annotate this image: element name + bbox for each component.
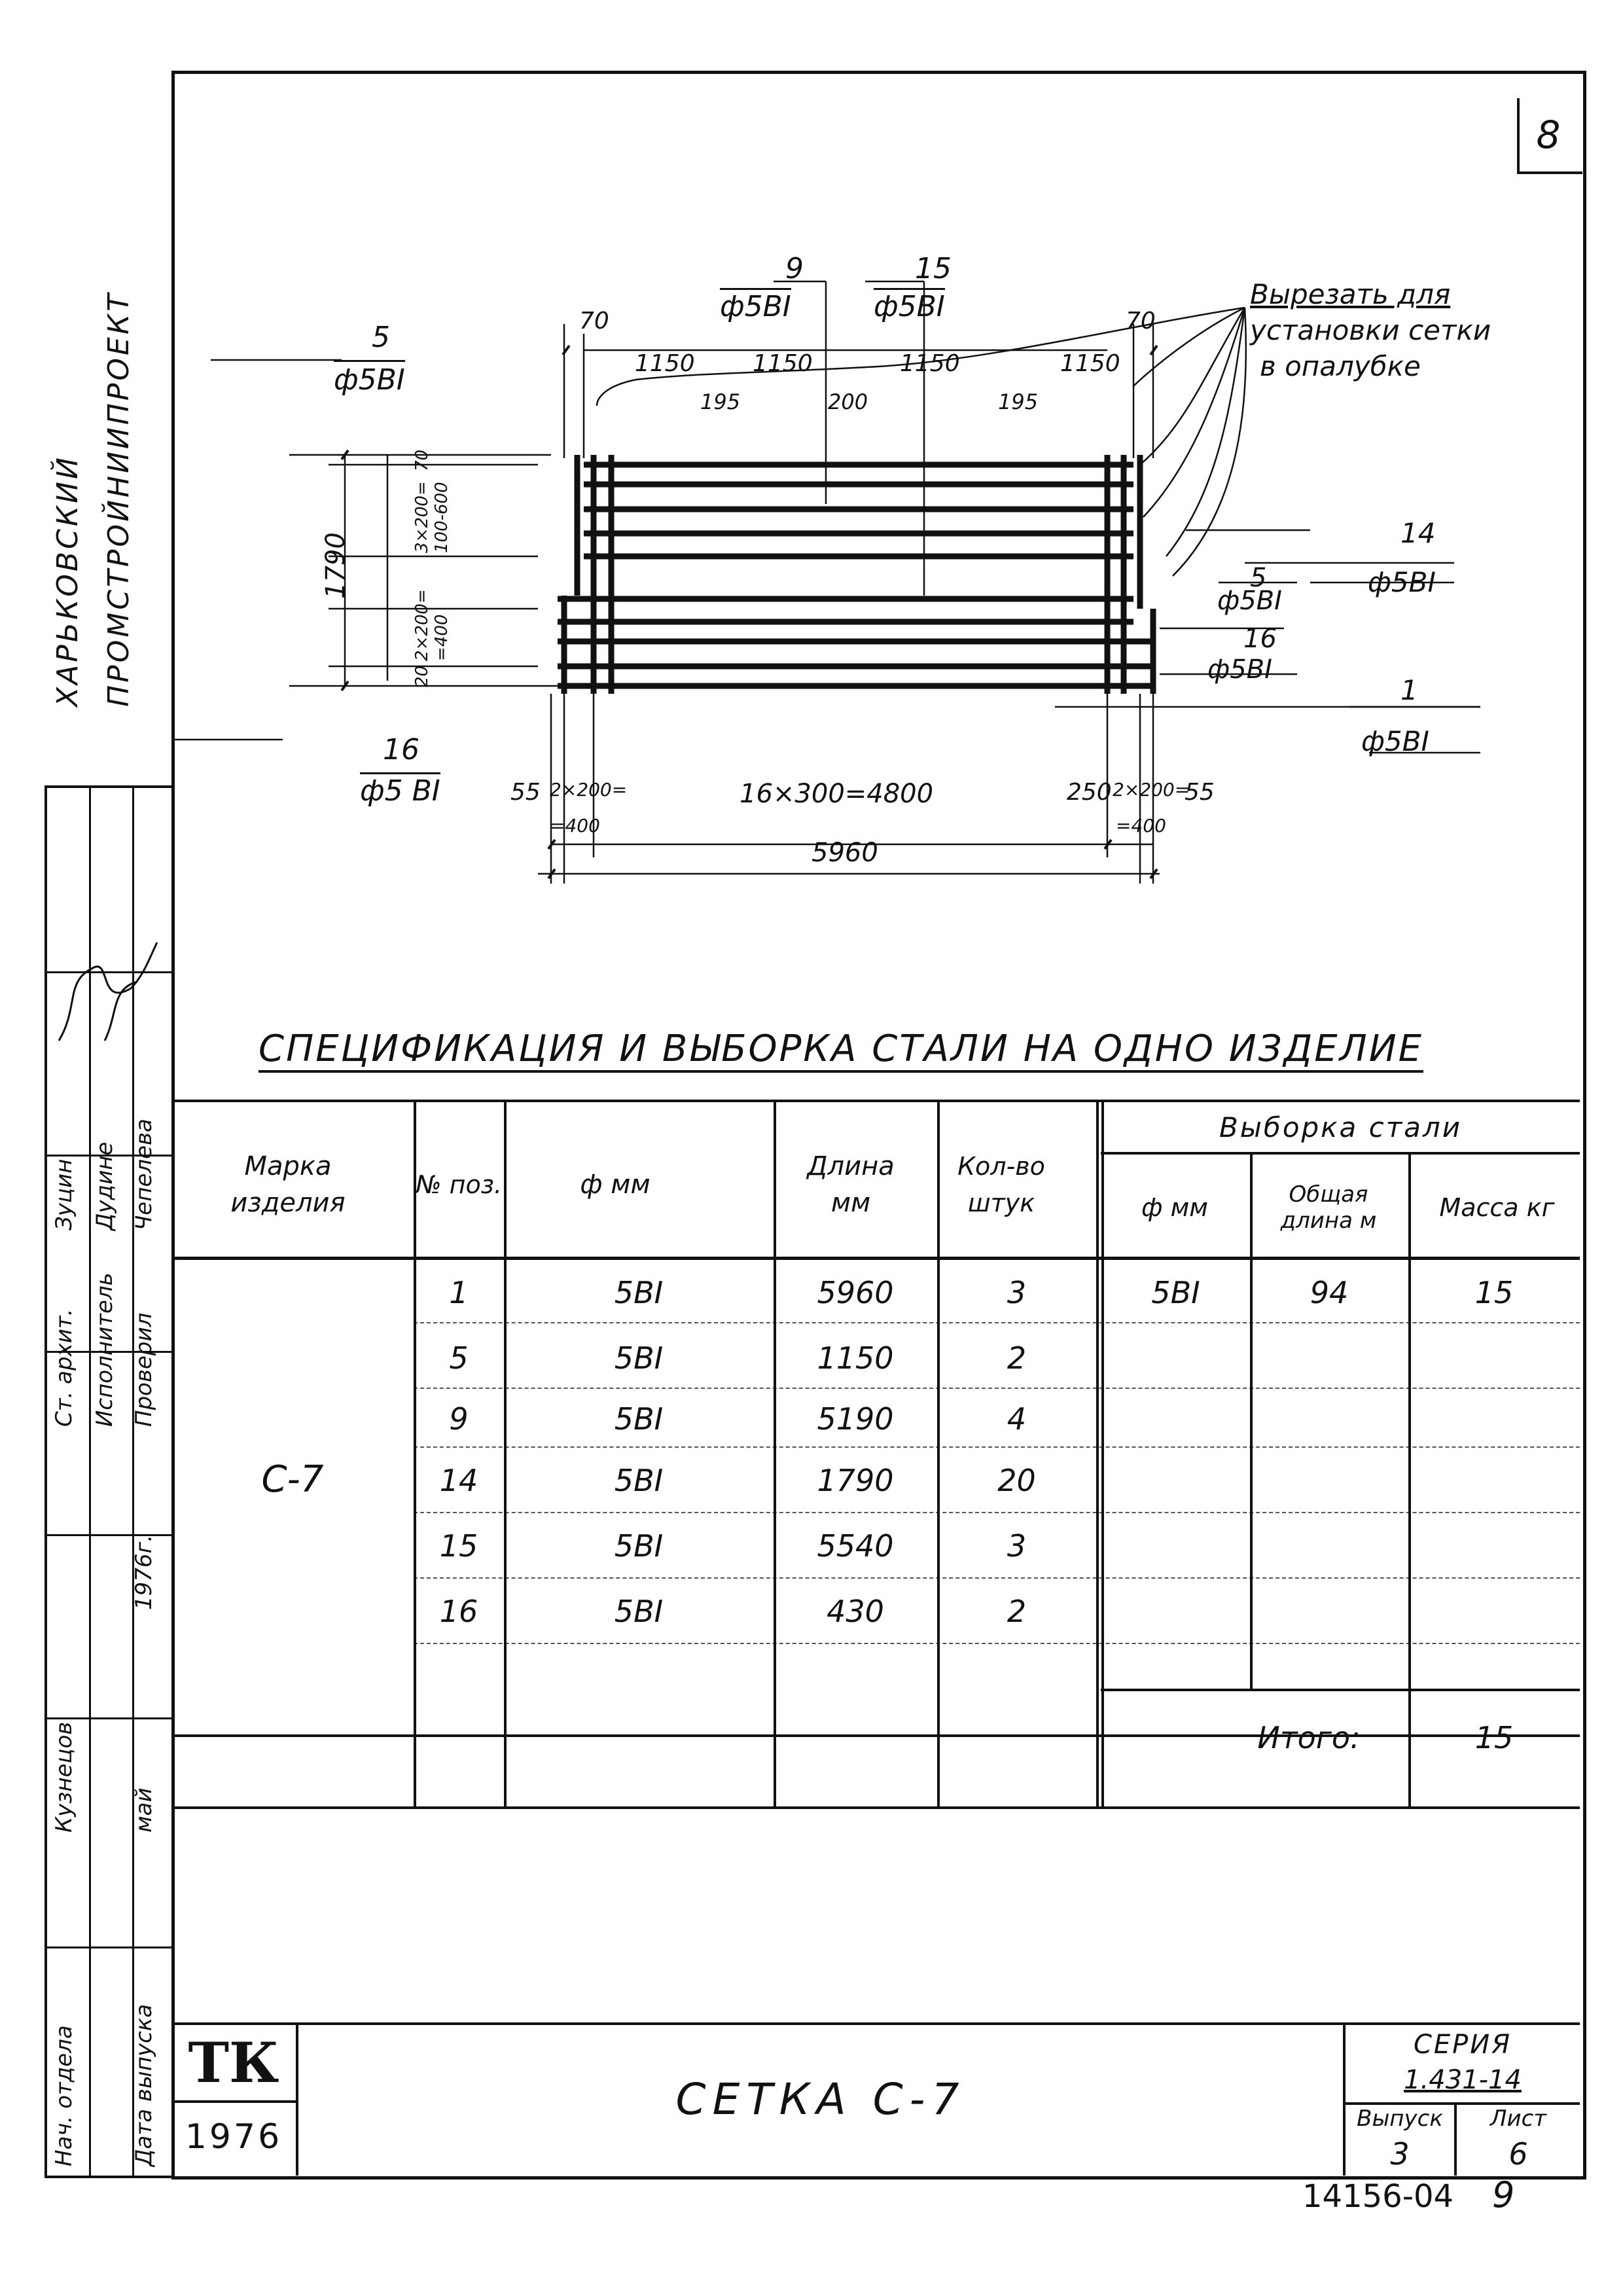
dim-1150-c: 1150 [900,350,960,377]
pos14-dia: ф5ВI [1368,566,1436,598]
dim-vert-lower-3: =400 [432,614,452,661]
dim-1150-d: 1150 [1060,350,1120,377]
pos16-right-dia: ф5ВI [1207,655,1272,685]
pos16-left-dia: ф5 ВI [360,772,440,808]
hdr-length: Длина мм [807,1151,895,1218]
row-length: 1790 [817,1463,894,1498]
side-role-1: Нач. отдела [51,2025,77,2166]
side-month: май [131,1787,157,1833]
title-year: 1976 [185,2117,283,2157]
pos9-num: 9 [785,252,804,285]
dim-70-right: 70 [1126,308,1156,334]
dim-vert-upper-3: 100-600 [432,482,452,553]
hdr-selection: Выборка стали [1219,1111,1463,1143]
row-pos: 1 [449,1275,469,1310]
page-number: 8 [1536,113,1561,157]
series-value: 1.431-14 [1404,2065,1522,2095]
dim-1150-a: 1150 [635,350,695,377]
row-length: 5960 [817,1275,894,1310]
dim-vert-upper-2: 3×200= [412,481,432,553]
transverse-bars-right [1107,455,1153,694]
dim-bottom-400-right: =400 [1116,815,1166,836]
pos15-num: 15 [915,252,952,285]
row-pos: 5 [449,1340,469,1376]
side-name-1: Кузнецов [51,1721,77,1833]
row-qty: 2 [1007,1340,1027,1376]
sel-mass: 15 [1474,1275,1514,1310]
row-pos: 14 [439,1463,478,1498]
dim-bottom-2x200-right: 2×200= [1113,779,1190,800]
archive-number: 14156-04 [1302,2178,1454,2215]
row-qty: 3 [1007,1528,1027,1564]
row-dia: 5ВI [614,1401,664,1437]
pos15-dia: ф5ВI [874,288,945,323]
side-name-4: Дудине [92,1141,118,1230]
hdr-dia: ф мм [580,1170,651,1200]
row-qty: 2 [1007,1594,1027,1629]
row-length: 5540 [817,1528,894,1564]
sel-total-length: 94 [1310,1275,1349,1310]
side-role-2: Дата выпуска [131,2003,157,2166]
org-name-1: ХАРЬКОВСКИЙ [51,455,84,707]
row-length: 430 [827,1594,884,1629]
dim-vert-lower-2: 2×200= [412,589,432,661]
signatures [52,929,164,1047]
total-label: Итого: [1257,1720,1361,1755]
dim-bottom-2x200-left: 2×200= [550,779,628,800]
row-dia: 5ВI [614,1528,664,1564]
dim-70-left: 70 [579,308,609,334]
row-pos: 15 [439,1528,478,1564]
row-length: 1150 [817,1340,894,1376]
dim-195-b: 195 [998,389,1039,414]
sheet-title: СЕТКА С-7 [675,2073,966,2125]
longitudinal-bars [558,465,1153,686]
spec-title: СПЕЦИФИКАЦИЯ И ВЫБОРКА СТАЛИ НА ОДНО ИЗДЕЛИЕ [259,1028,1423,1073]
series-label: СЕРИЯ [1413,2030,1512,2060]
sheet-value: 6 [1508,2136,1528,2172]
callout-line-2: установки сетки [1250,314,1491,346]
pos16-left-num: 16 [383,733,419,766]
dim-1150-b: 1150 [753,350,813,377]
row-dia: 5ВI [614,1275,664,1310]
dim-vert-upper-1: 70 [412,449,432,471]
pos5-right-num: 5 [1250,563,1267,593]
row-dia: 5ВI [614,1463,664,1498]
callout-line-3: в опалубке [1260,350,1421,382]
issue-value: 3 [1390,2136,1410,2172]
hdr-mark: Марка изделия [230,1151,346,1218]
dim-bottom-400-left: =400 [550,815,600,836]
side-name-5: Чепелева [131,1119,157,1230]
sheet-label: Лист [1489,2106,1547,2132]
hdr-sel-total-length: Общая длина м [1280,1181,1377,1234]
pos9-dia: ф5ВI [720,288,791,323]
sel-dia: 5ВI [1151,1275,1200,1310]
pos5-top-num: 5 [372,321,390,354]
row-dia: 5ВI [614,1340,664,1376]
pos1-num: 1 [1400,674,1418,706]
pos16-right-num: 16 [1243,624,1277,654]
dim-total-length: 5960 [812,838,878,868]
transverse-bars-left [564,455,611,694]
side-role-3: Ст. архит. [51,1308,77,1427]
dim-bottom-55-right: 55 [1185,779,1215,806]
side-role-4: Исполнитель [92,1272,118,1427]
side-name-3: Зуцин [51,1158,77,1230]
dim-195-a: 195 [700,389,741,414]
tk-logo: ТК [188,2030,279,2095]
callout-line-1: Вырезать для [1250,278,1451,310]
dim-bottom-250: 250 [1067,779,1112,806]
mark-value: С-7 [261,1458,324,1501]
pos14-num: 14 [1400,517,1436,549]
pos5-top-dia: ф5ВI [334,360,405,397]
side-name-2: 1976г. [131,1534,157,1610]
row-length: 5190 [817,1401,894,1437]
issue-label: Выпуск [1357,2106,1443,2132]
dim-vert-lower-1: 20 [412,665,432,687]
row-pos: 16 [439,1594,478,1629]
dim-height: 1790 [321,532,351,599]
side-role-5: Проверил [131,1312,157,1427]
dim-bottom-mid: 16×300=4800 [740,779,934,809]
hdr-qty: Кол-во штук [957,1152,1045,1217]
row-pos: 9 [449,1401,469,1437]
total-value: 15 [1474,1720,1514,1755]
hdr-sel-dia: ф мм [1141,1193,1208,1222]
row-qty: 4 [1007,1401,1027,1437]
row-qty: 3 [1007,1275,1027,1310]
archive-suffix: 9 [1492,2174,1515,2215]
hdr-pos: № поз. [416,1170,502,1199]
dim-200: 200 [828,389,868,414]
pos1-dia: ф5ВI [1361,725,1429,757]
org-name-2: ПРОМСТРОЙНИИПРОЕКТ [102,291,135,707]
row-qty: 20 [997,1463,1036,1498]
row-dia: 5ВI [614,1594,664,1629]
dim-bottom-55-left: 55 [510,779,541,806]
hdr-sel-mass: Масса кг [1439,1193,1555,1222]
pos5-right-dia: ф5ВI [1217,586,1282,616]
